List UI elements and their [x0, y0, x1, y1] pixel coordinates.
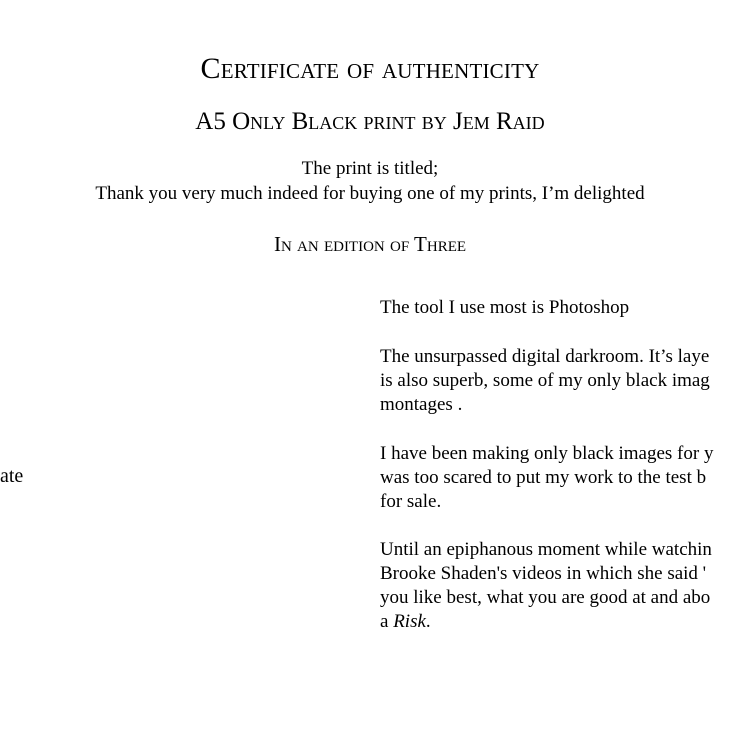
paragraph-epiphany [380, 538, 712, 634]
paragraph-line: Brooke Shaden's videos in which she said ' [380, 563, 707, 584]
paragraph-line: Until an epiphanous moment while watchin [380, 539, 712, 560]
paragraph-line: The tool I use most is Photoshop [380, 297, 630, 318]
thank-you-text: Thank you very much indeed for buying one of my prints, I’m delighted [95, 183, 645, 204]
paragraph-tool [380, 296, 629, 320]
paragraph-line: I have been making only black images for y [380, 443, 714, 464]
paragraph-line: you like best, what you are good at and abo [380, 587, 711, 608]
paragraph-line: The unsurpassed digital darkroom. It’s laye [380, 346, 710, 367]
paragraph-last-line [380, 610, 712, 634]
paragraph-darkroom [380, 345, 710, 417]
edition-text: In an edition of Three [273, 232, 467, 256]
paragraph-line: montages . [380, 394, 463, 415]
paragraph-line: for sale. [380, 491, 442, 512]
certificate-title: Certificate of authenticity [200, 52, 540, 85]
left-cut-off-text: ate [0, 465, 24, 487]
paragraph-line: is also superb, some of my only black imag [380, 370, 710, 391]
last-line-suffix: . [425, 611, 431, 632]
paragraph-history [380, 442, 713, 514]
risk-emphasis: Risk [393, 611, 426, 632]
print-titled-text: The print is titled; [301, 158, 439, 179]
print-subtitle: A5 Only Black print by Jem Raid [195, 108, 545, 135]
paragraph-line: was too scared to put my work to the test b [380, 467, 707, 488]
last-line-prefix: a [380, 611, 394, 632]
